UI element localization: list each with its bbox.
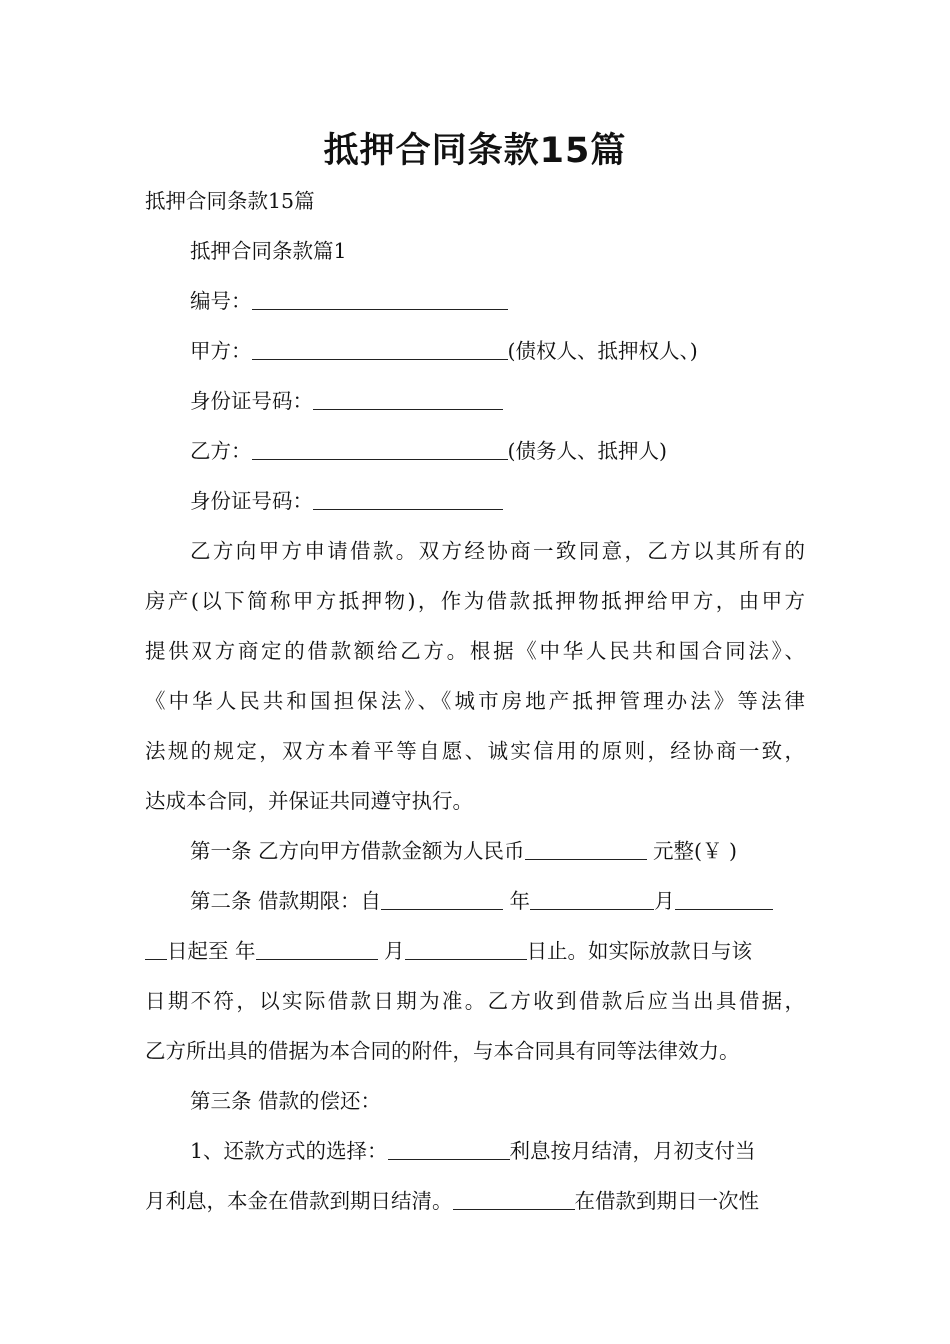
blank-line	[388, 1137, 510, 1160]
paragraph-line: 日期不符，以实际借款日期为准。乙方收到借款后应当出具借据，	[145, 989, 805, 1013]
blank-line	[256, 937, 378, 960]
field-party-a	[190, 336, 805, 366]
id-label-2: 身份证号码：	[190, 489, 313, 513]
article-3: 第三条 借款的偿还：	[190, 1089, 382, 1113]
paragraph-line: 乙方向甲方申请借款。双方经协商一致同意，乙方以其所有的	[190, 539, 805, 563]
blank-line	[675, 887, 773, 910]
paragraph-line: 《中华人民共和国担保法》、《城市房地产抵押管理办法》等法律	[145, 689, 805, 713]
field-party-b	[190, 436, 805, 466]
article-1-suffix: 元整(￥ )	[646, 839, 738, 863]
document-title: 抵押合同条款15篇	[323, 131, 627, 171]
item-1-line-2	[145, 1186, 805, 1216]
blank-line	[252, 287, 508, 310]
paragraph-line: 法规的规定，双方本着平等自愿、诚实信用的原则，经协商一致，	[145, 739, 805, 763]
item-1-suffix: 利息按月结清，月初支付当	[509, 1139, 756, 1163]
article-2-year: 年	[503, 889, 531, 913]
paragraph-line: 房产(以下简称甲方抵押物)，作为借款抵押物抵押给甲方，由甲方	[145, 589, 805, 613]
party-a-label: 甲方：	[190, 339, 252, 363]
blank-line	[405, 937, 527, 960]
article-1	[190, 836, 805, 866]
blank-line	[145, 937, 167, 960]
blank-line	[313, 387, 503, 410]
article-2-line-1	[190, 886, 805, 916]
article-2-text: 第二条 借款期限：自	[190, 889, 382, 913]
blank-line	[252, 337, 508, 360]
party-b-label: 乙方：	[190, 439, 252, 463]
field-id-2	[190, 486, 805, 516]
article-2-rest: 日止。如实际放款日与该	[526, 939, 753, 963]
item-1-line-1	[190, 1136, 805, 1166]
field-number	[190, 286, 805, 316]
blank-line	[530, 887, 654, 910]
document-subtitle: 抵押合同条款15篇	[145, 189, 315, 213]
item-1-text-3: 在借款到期日一次性	[574, 1189, 759, 1213]
item-1-text-2: 月利息，本金在借款到期日结清。	[145, 1189, 453, 1213]
paragraph-line: 提供双方商定的借款额给乙方。根据《中华人民共和国合同法》、	[145, 639, 805, 663]
article-2-month-2: 月	[377, 939, 405, 963]
blank-line	[252, 437, 508, 460]
paragraph-line: 达成本合同，并保证共同遵守执行。	[145, 789, 473, 813]
field-id-1	[190, 386, 805, 416]
article-2-line-2	[145, 936, 805, 966]
blank-line	[381, 887, 503, 910]
blank-line	[525, 837, 647, 860]
party-b-note: (债务人、抵押人)	[507, 439, 667, 463]
party-a-note: (债权人、抵押权人、)	[507, 339, 698, 363]
section-heading: 抵押合同条款篇1	[190, 239, 347, 263]
article-2-month: 月	[654, 889, 675, 913]
article-2-day: 日起至 年	[167, 939, 256, 963]
item-1-text: 1、还款方式的选择：	[190, 1139, 388, 1163]
blank-line	[453, 1187, 575, 1210]
blank-line	[313, 487, 503, 510]
field-number-label: 编号：	[190, 289, 252, 313]
article-1-text: 第一条 乙方向甲方借款金额为人民币	[190, 839, 525, 863]
id-label-1: 身份证号码：	[190, 389, 313, 413]
paragraph-line: 乙方所出具的借据为本合同的附件，与本合同具有同等法律效力。	[145, 1039, 740, 1063]
